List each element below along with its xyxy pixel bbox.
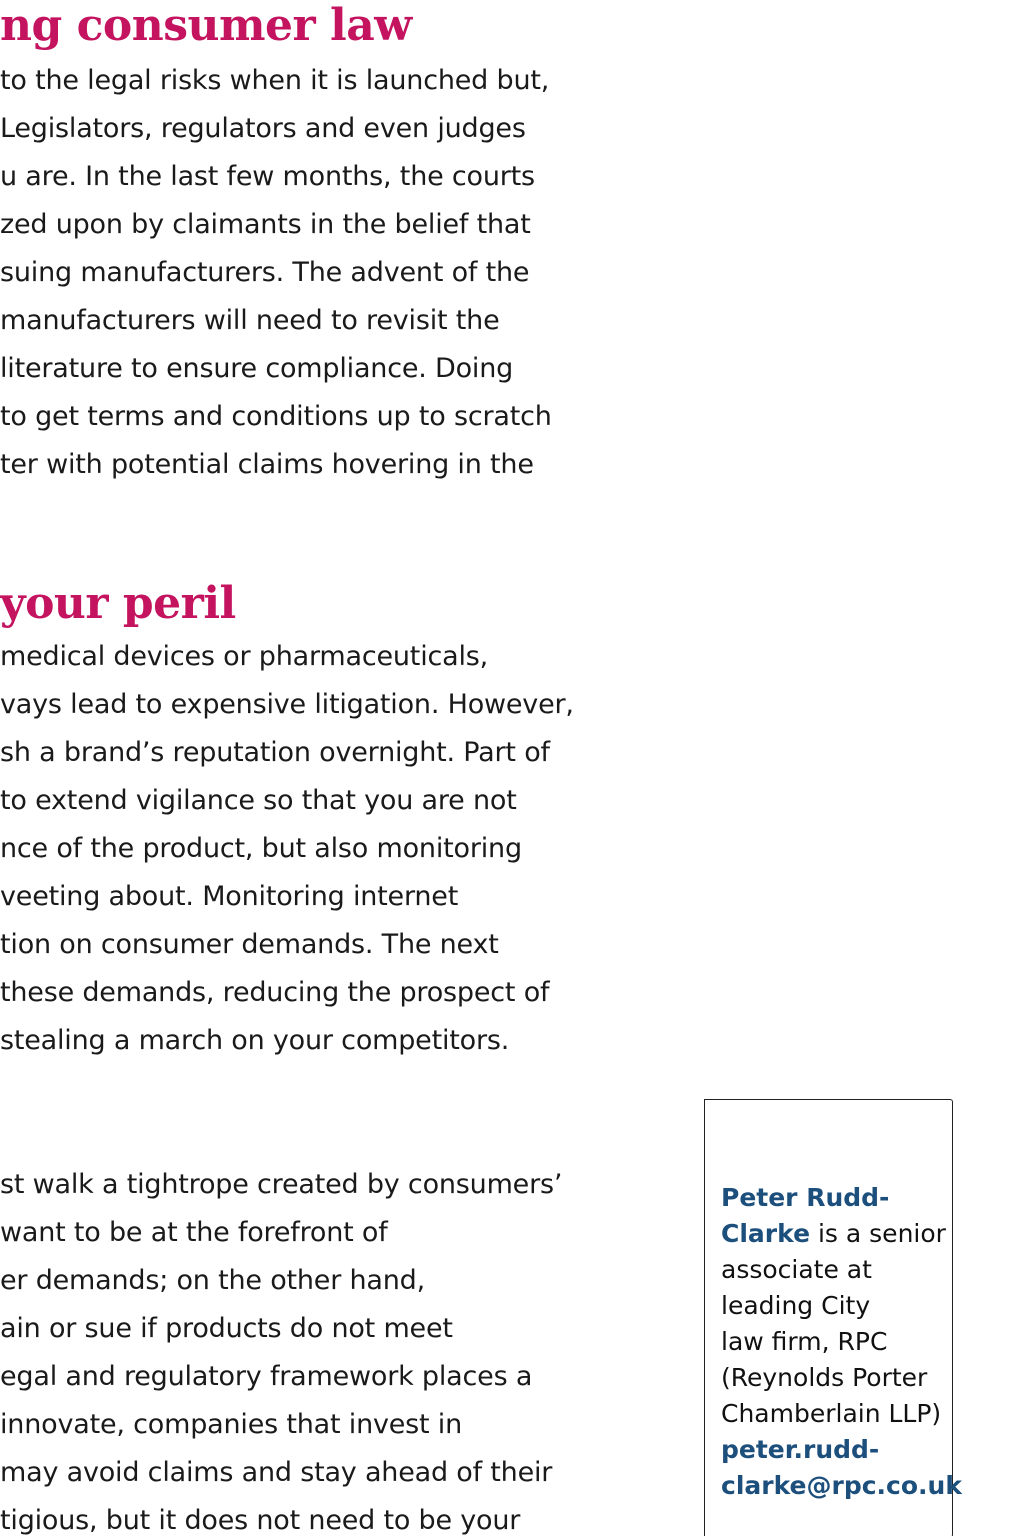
paragraph-line: vays lead to expensive litigation. However, xyxy=(0,689,574,720)
paragraph-line: egal and regulatory framework places a xyxy=(0,1361,533,1392)
author-bio-box xyxy=(704,1099,962,1536)
author-bio-line: associate at xyxy=(721,1255,872,1284)
author-name-line xyxy=(721,1180,949,1216)
paragraph-line: want to be at the forefront of xyxy=(0,1217,388,1248)
author-email-link[interactable]: clarke@rpc.co.uk xyxy=(721,1471,962,1500)
paragraph-line: Legislators, regulators and even judges xyxy=(0,113,526,144)
paragraph-line: these demands, reducing the prospect of xyxy=(0,977,550,1008)
author-name: Clarke xyxy=(721,1219,811,1248)
paragraph-line: veeting about. Monitoring internet xyxy=(0,881,459,912)
paragraph-line: tion on consumer demands. The next xyxy=(0,929,499,960)
author-email-link[interactable]: peter.rudd- xyxy=(721,1435,880,1464)
paragraph-your-peril xyxy=(0,633,574,1065)
section-heading-consumer-law: ng consumer law xyxy=(0,0,412,51)
paragraph-line: tigious, but it does not need to be your xyxy=(0,1505,521,1536)
author-name-line xyxy=(721,1216,949,1252)
paragraph-line: to the legal risks when it is launched but, xyxy=(0,65,550,96)
paragraph-line: innovate, companies that invest in xyxy=(0,1409,463,1440)
section-heading-your-peril: your peril xyxy=(0,578,236,629)
author-bio-line: leading City xyxy=(721,1291,871,1320)
paragraph-line: er demands; on the other hand, xyxy=(0,1265,425,1296)
paragraph-line: literature to ensure compliance. Doing xyxy=(0,353,514,384)
author-bio-line: law firm, RPC xyxy=(721,1327,888,1356)
paragraph-line: to extend vigilance so that you are not xyxy=(0,785,517,816)
paragraph-tightrope xyxy=(0,1161,562,1536)
paragraph-line: stealing a march on your competitors. xyxy=(0,1025,510,1056)
paragraph-line: medical devices or pharmaceuticals, xyxy=(0,641,489,672)
paragraph-line: may avoid claims and stay ahead of their xyxy=(0,1457,553,1488)
paragraph-line: suing manufacturers. The advent of the xyxy=(0,257,530,288)
author-bio-text xyxy=(721,1180,962,1504)
paragraph-line: manufacturers will need to revisit the xyxy=(0,305,500,336)
paragraph-line: ain or sue if products do not meet xyxy=(0,1313,453,1344)
paragraph-line: st walk a tightrope created by consumers’ xyxy=(0,1169,563,1200)
paragraph-consumer-law xyxy=(0,57,552,489)
paragraph-line: ter with potential claims hovering in the xyxy=(0,449,534,480)
author-name: Peter Rudd- xyxy=(721,1183,890,1212)
paragraph-line: to get terms and conditions up to scratch xyxy=(0,401,552,432)
author-bio-line: (Reynolds Porter xyxy=(721,1363,928,1392)
author-role: is a senior xyxy=(810,1219,946,1248)
paragraph-line: sh a brand’s reputation overnight. Part of xyxy=(0,737,550,768)
author-bio-line: Chamberlain LLP) xyxy=(721,1399,942,1428)
paragraph-line: nce of the product, but also monitoring xyxy=(0,833,522,864)
paragraph-line: zed upon by claimants in the belief that xyxy=(0,209,531,240)
paragraph-line: u are. In the last few months, the courts xyxy=(0,161,535,192)
